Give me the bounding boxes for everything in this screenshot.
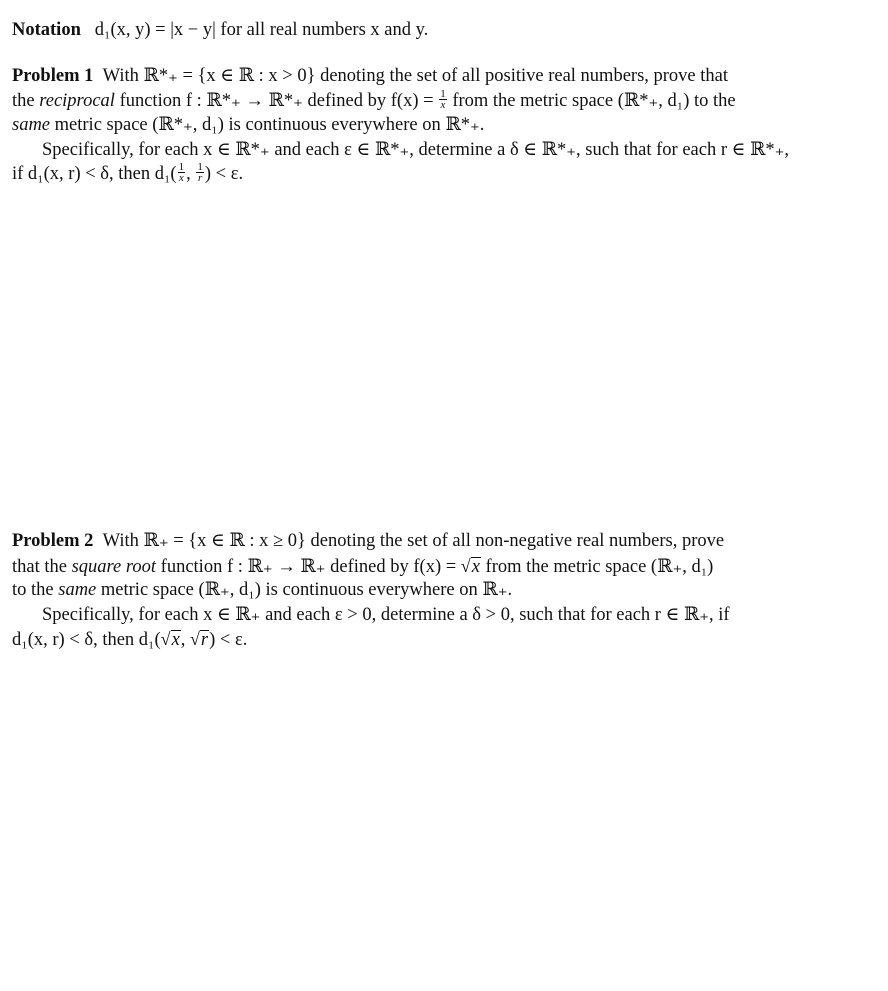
radicand: r	[200, 630, 209, 650]
problem-2-text-3b: metric space (ℝ₊, d₁) is continuous everywhere on ℝ₊.	[96, 580, 513, 600]
problem-1-text-2b: function f : ℝ*₊ → ℝ*₊ defined by f(x) =	[114, 90, 439, 111]
radical-sign: √	[190, 629, 200, 649]
fraction-denominator: x	[178, 172, 184, 185]
problem-1-text-5b: ,	[186, 164, 196, 184]
problem-2-emph-same: same	[58, 580, 97, 600]
problem-1-line-3	[12, 113, 812, 138]
problem-1-text-2a: the	[12, 90, 40, 111]
radical-sign: √	[460, 555, 471, 576]
radicand: x	[171, 630, 180, 650]
problem-1-text-5c: ) < ε.	[204, 164, 244, 184]
problem-1-emph-reciprocal: reciprocal	[39, 90, 115, 111]
notation-paragraph	[12, 18, 812, 43]
problem-2-line-3	[12, 578, 812, 603]
notation-label: Notation	[12, 20, 81, 40]
fraction-1-over-x	[178, 162, 186, 183]
problem-1-emph-same: same	[12, 115, 51, 135]
problem-1-text-5a: if d₁(x, r) < δ, then d₁(	[12, 164, 177, 184]
problem-2-text-3a: to the	[12, 580, 59, 600]
problem-2-line-1	[12, 529, 812, 554]
problem-1-line-1	[12, 64, 812, 89]
problem-1-text-4: Specifically, for each x ∈ ℝ*₊ and each ε ∈ ℝ*₊, determine a δ ∈ ℝ*₊, such that for each r ∈ ℝ*₊,	[42, 139, 789, 160]
problem-1-line-4	[12, 138, 812, 163]
radicand: x	[471, 556, 480, 577]
sqrt-r	[190, 627, 209, 653]
problem-2-line-5	[12, 627, 812, 652]
radical-sign: √	[160, 629, 171, 649]
problem-2-emph-square-root: square root	[71, 556, 157, 577]
problem-2-text-2a: that the	[12, 556, 72, 577]
problem-1-line-2	[12, 89, 812, 114]
problem-2	[12, 529, 812, 652]
problem-1-text-3: metric space (ℝ*₊, d₁) is continuous everywhere on ℝ*₊.	[50, 115, 485, 135]
fraction-numerator: 1	[440, 87, 446, 100]
problem-2-line-2	[12, 554, 812, 579]
problem-1-text-1: With ℝ*₊ = {x ∈ ℝ : x > 0} denoting the set of all positive real numbers, prove that	[102, 66, 729, 86]
fraction-1-over-r	[196, 162, 204, 183]
fraction-denominator: r	[197, 172, 203, 185]
problem-2-text-5a: d₁(x, r) < δ, then d₁(	[12, 630, 161, 650]
problem-2-text-4: Specifically, for each x ∈ ℝ₊ and each ε > 0, determine a δ > 0, such that for each r ∈ ℝ₊, if	[42, 604, 730, 625]
problem-1-text-2c: from the metric space (ℝ*₊, d₁) to the	[447, 90, 736, 111]
problem-2-text-2b: function f : ℝ₊ → ℝ₊ defined by f(x) =	[156, 556, 461, 577]
sqrt-x	[461, 554, 481, 580]
fraction-numerator: 1	[178, 161, 185, 174]
problem-1	[12, 64, 812, 187]
problem-2-label: Problem 2	[12, 531, 94, 551]
notation-text: d₁(x, y) = |x − y| for all real numbers x and y.	[94, 20, 429, 40]
problem-2-text-5c: ) < ε.	[209, 630, 248, 650]
problem-2-text-1: With ℝ₊ = {x ∈ ℝ : x ≥ 0} denoting the set of all non-negative real numbers, prove	[102, 531, 725, 551]
problem-1-label: Problem 1	[12, 66, 94, 86]
problem-1-line-5	[12, 162, 812, 187]
fraction-denominator: x	[440, 98, 446, 111]
fraction-numerator: 1	[197, 161, 203, 174]
sqrt-x	[161, 627, 181, 653]
problem-2-text-2c: from the metric space (ℝ₊, d₁)	[480, 556, 714, 577]
problem-2-line-4	[12, 603, 812, 628]
problem-2-text-5b: ,	[180, 630, 191, 650]
fraction-1-over-x	[439, 89, 447, 110]
